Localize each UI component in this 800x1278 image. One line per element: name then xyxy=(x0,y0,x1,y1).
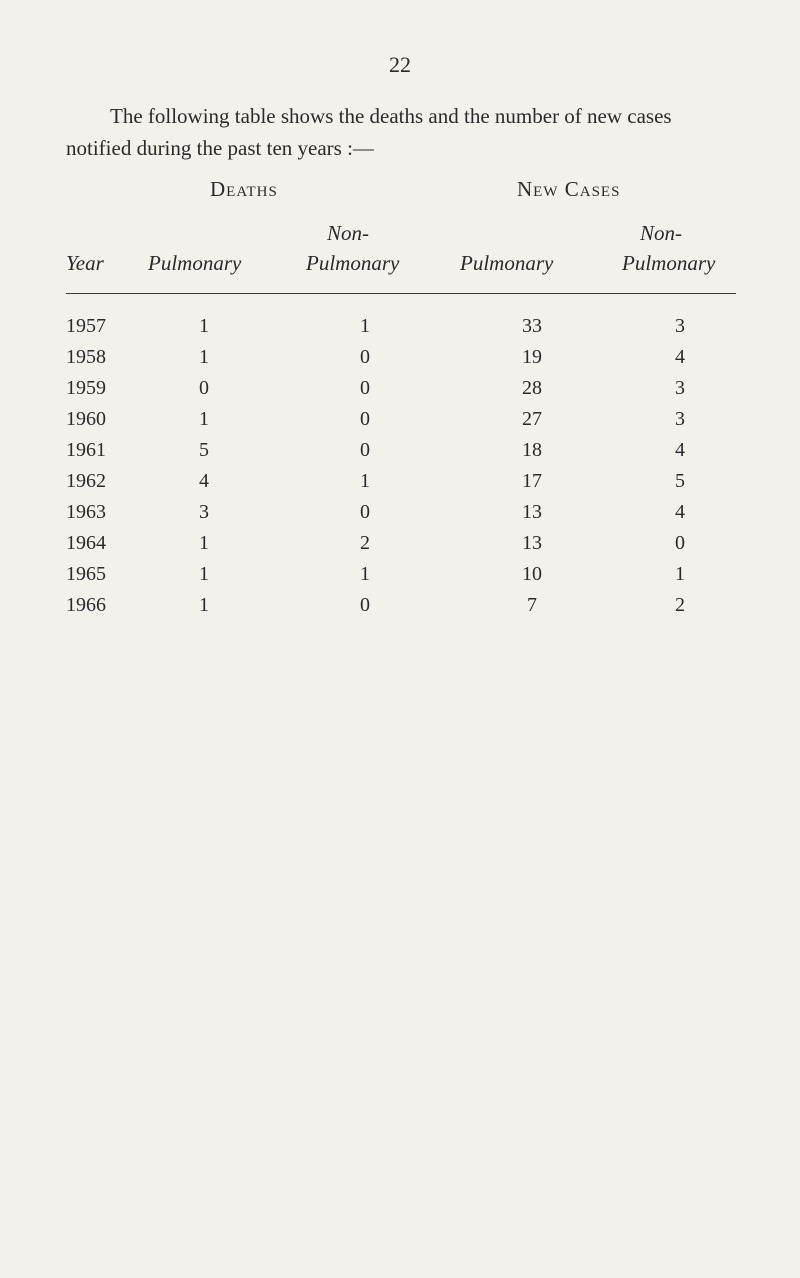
deaths-pulmonary-cell: 5 xyxy=(199,439,209,461)
new-pulmonary-cell: 27 xyxy=(522,408,542,430)
new-non-prefix-header: Non- xyxy=(640,221,682,245)
new-pulmonary-cell: 10 xyxy=(522,563,542,585)
deaths-pulmonary-cell: 1 xyxy=(199,532,209,554)
deaths-non-pulmonary-cell: 0 xyxy=(360,377,370,399)
year-cell: 1959 xyxy=(66,377,106,399)
deaths-non-pulmonary-cell: 0 xyxy=(360,439,370,461)
year-cell: 1965 xyxy=(66,563,106,585)
deaths-non-pulmonary-cell: 1 xyxy=(360,315,370,337)
deaths-non-pulmonary-cell: 0 xyxy=(360,501,370,523)
new-non-pulmonary-cell: 4 xyxy=(675,346,685,368)
year-cell: 1961 xyxy=(66,439,106,461)
new-pulmonary-cell: 28 xyxy=(522,377,542,399)
deaths-pulmonary-cell: 4 xyxy=(199,470,209,492)
new-non-pulmonary-cell: 5 xyxy=(675,470,685,492)
deaths-non-pulmonary-cell: 0 xyxy=(360,346,370,368)
year-column-header: Year xyxy=(66,251,104,275)
year-cell: 1957 xyxy=(66,315,106,337)
deaths-pulmonary-cell: 1 xyxy=(199,315,209,337)
deaths-pulmonary-cell: 1 xyxy=(199,346,209,368)
deaths-pulmonary-cell: 1 xyxy=(199,408,209,430)
deaths-pulmonary-cell: 0 xyxy=(199,377,209,399)
table-row xyxy=(0,408,800,439)
deaths-non-pulmonary-cell: 1 xyxy=(360,470,370,492)
deaths-non-pulmonary-header: Pulmonary xyxy=(306,251,400,275)
deaths-non-pulmonary-cell: 0 xyxy=(360,408,370,430)
new-non-pulmonary-cell: 1 xyxy=(675,563,685,585)
data-table xyxy=(0,315,800,625)
year-cell: 1964 xyxy=(66,532,106,554)
table-row xyxy=(0,377,800,408)
deaths-pulmonary-cell: 3 xyxy=(199,501,209,523)
deaths-group-header: Deaths xyxy=(210,177,278,201)
new-non-pulmonary-cell: 4 xyxy=(675,501,685,523)
deaths-non-pulmonary-cell: 2 xyxy=(360,532,370,554)
year-cell: 1963 xyxy=(66,501,106,523)
intro-text: The following table shows the deaths and the number of new cases notified during the past ten years :— xyxy=(66,104,672,160)
new-non-pulmonary-cell: 0 xyxy=(675,532,685,554)
new-pulmonary-cell: 17 xyxy=(522,470,542,492)
year-cell: 1960 xyxy=(66,408,106,430)
deaths-pulmonary-header: Pulmonary xyxy=(148,251,242,275)
new-non-pulmonary-cell: 3 xyxy=(675,408,685,430)
header-rule xyxy=(66,293,736,294)
table-row xyxy=(0,346,800,377)
year-cell: 1966 xyxy=(66,594,106,616)
table-row xyxy=(0,594,800,625)
year-cell: 1962 xyxy=(66,470,106,492)
new-non-pulmonary-cell: 4 xyxy=(675,439,685,461)
deaths-non-pulmonary-cell: 0 xyxy=(360,594,370,616)
new-non-pulmonary-cell: 2 xyxy=(675,594,685,616)
new-cases-group-header: New Cases xyxy=(517,177,621,201)
new-pulmonary-header: Pulmonary xyxy=(460,251,554,275)
table-row xyxy=(0,501,800,532)
new-pulmonary-cell: 19 xyxy=(522,346,542,368)
table-row xyxy=(0,470,800,501)
new-pulmonary-cell: 33 xyxy=(522,315,542,337)
table-row xyxy=(0,563,800,594)
deaths-non-prefix-header: Non- xyxy=(327,221,369,245)
new-non-pulmonary-cell: 3 xyxy=(675,377,685,399)
new-non-pulmonary-header: Pulmonary xyxy=(622,251,716,275)
new-pulmonary-cell: 13 xyxy=(522,501,542,523)
new-pulmonary-cell: 7 xyxy=(527,594,537,616)
intro-paragraph xyxy=(66,100,736,164)
table-row xyxy=(0,532,800,563)
table-row xyxy=(0,315,800,346)
new-pulmonary-cell: 18 xyxy=(522,439,542,461)
page-number: 22 xyxy=(389,52,411,77)
deaths-non-pulmonary-cell: 1 xyxy=(360,563,370,585)
new-non-pulmonary-cell: 3 xyxy=(675,315,685,337)
new-pulmonary-cell: 13 xyxy=(522,532,542,554)
deaths-pulmonary-cell: 1 xyxy=(199,594,209,616)
table-row xyxy=(0,439,800,470)
deaths-pulmonary-cell: 1 xyxy=(199,563,209,585)
year-cell: 1958 xyxy=(66,346,106,368)
